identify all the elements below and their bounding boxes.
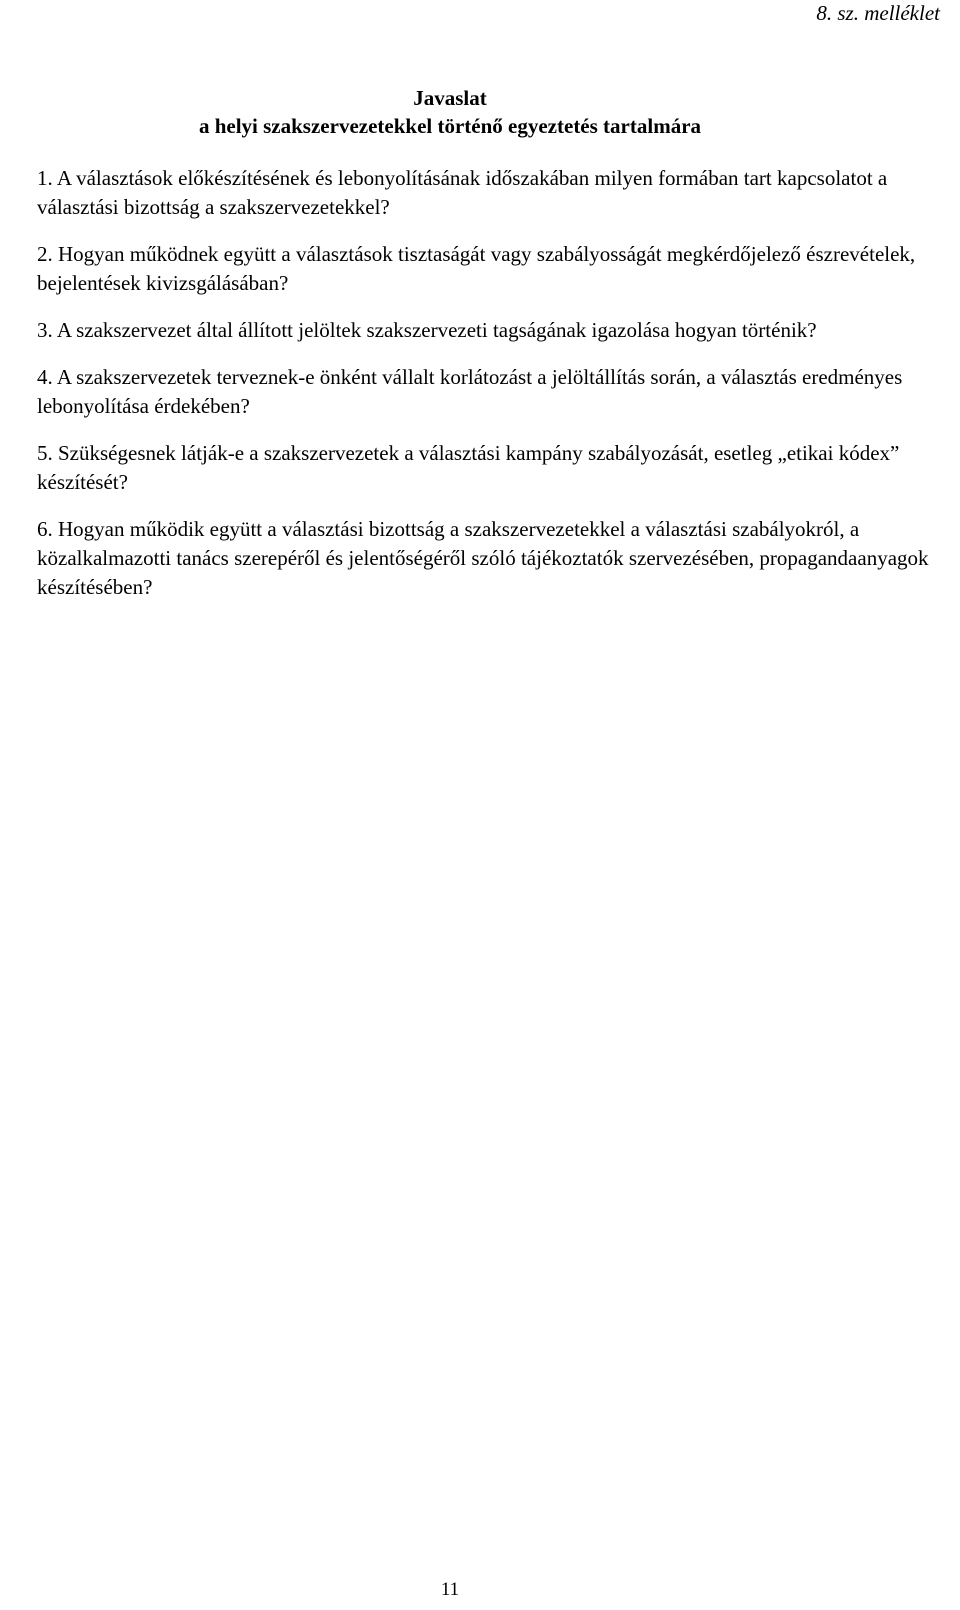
question-item-6: 6. Hogyan működik együtt a választási bizottság a szakszervezetekkel a választási szabályokról, a közalkalmazotti tanács szerepéről és jelentőségéről szóló tájékoztatók szervezésében, propagandaanyagok készítésében? — [37, 517, 929, 599]
question-item-1: 1. A választások előkészítésének és lebonyolításának időszakában milyen formában tart kapcsolatot a választási bizottság a szakszervezetekkel? — [37, 166, 888, 219]
title-line-2: a helyi szakszervezetekkel történő egyeztetés tartalmára — [198, 114, 702, 138]
question-item-4: 4. A szakszervezetek terveznek-e önként vállalt korlátozást a jelöltállítás során, a választás eredményes lebonyolítása érdekében? — [37, 365, 903, 418]
question-item-5: 5. Szükségesnek látják-e a szakszervezetek a választási kampány szabályozását, esetleg „etikai kódex” készítését? — [37, 441, 900, 494]
page-number: 11 — [440, 1579, 460, 1600]
question-item-2: 2. Hogyan működnek együtt a választások tisztaságát vagy szabályosságát megkérdőjelező észrevételek, bejelentések kivizsgálásában? — [37, 242, 916, 295]
title-line-1: Javaslat — [413, 86, 487, 110]
question-list — [37, 164, 937, 620]
annex-label: 8. sz. melléklet — [816, 1, 940, 25]
document-title — [0, 84, 900, 140]
question-item-3: 3. A szakszervezet által állított jelöltek szakszervezeti tagságának igazolása hogyan történik? — [37, 318, 817, 342]
